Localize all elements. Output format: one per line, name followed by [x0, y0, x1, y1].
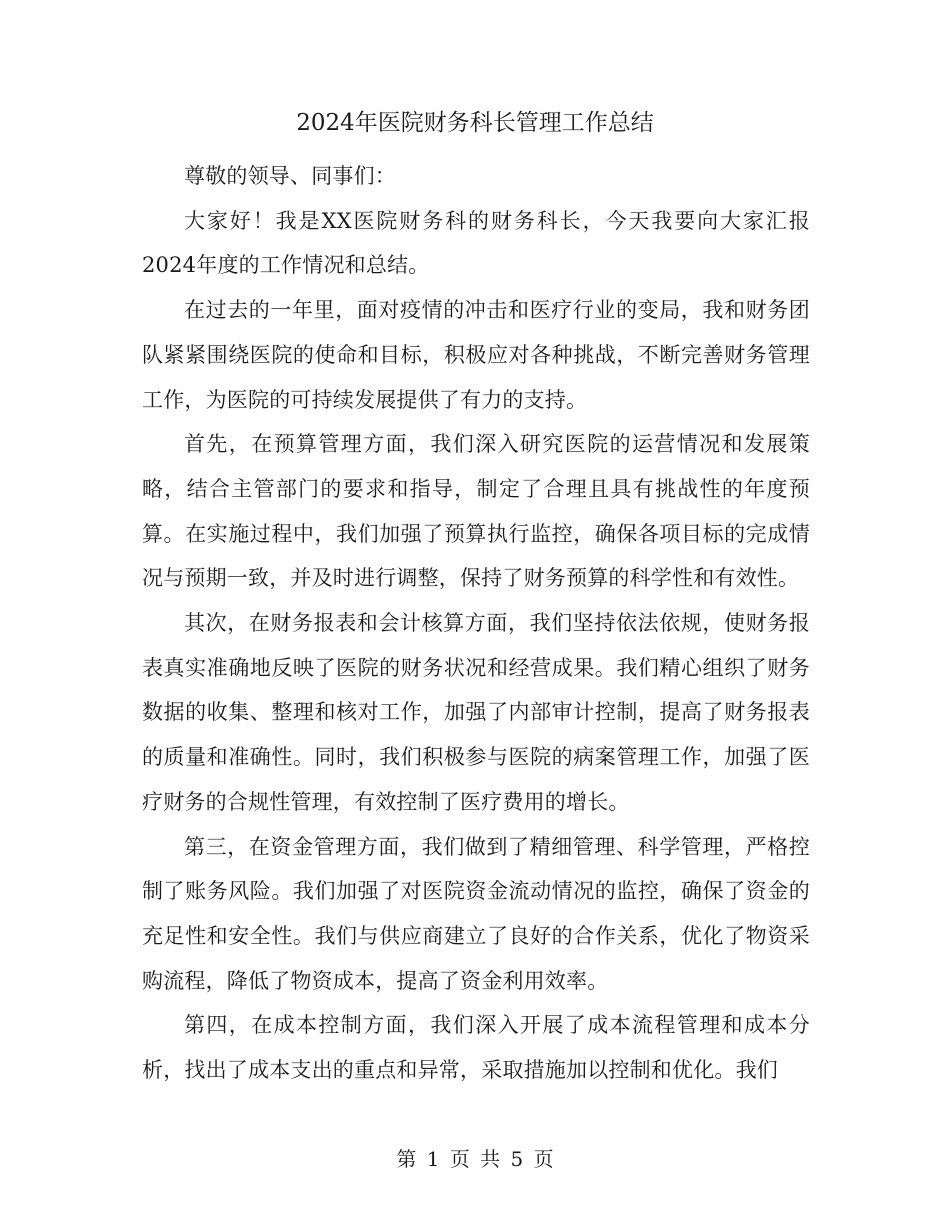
- document-title: 2024年医院财务科长管理工作总结: [296, 110, 654, 136]
- page-number-footer: 第 1 页 共 5 页: [396, 1147, 554, 1171]
- paragraph-salutation: 尊敬的领导、同事们：: [184, 164, 396, 188]
- paragraph-reports: 其次，在财务报表和会计核算方面，我们坚持依法依规，使财务报表真实准确地反映了医院的财务状况和经营成果。我们精心组织了财务数据的收集、整理和核对工作，加强了内部审计控制，提高了财务报表的质量和准确性。同时，我们积极参与医院的病案管理工作，加强了医疗财务的合规性管理，有效控制了医疗费用的增长。: [142, 611, 810, 814]
- paragraph-cost: 第四，在成本控制方面，我们深入开展了成本流程管理和成本分析，找出了成本支出的重点和异常，采取措施加以控制和优化。我们: [142, 1013, 810, 1083]
- document-body: [142, 154, 810, 1093]
- paragraph-funds: 第三，在资金管理方面，我们做到了精细管理、科学管理，严格控制了账务风险。我们加强了对医院资金流动情况的监控，确保了资金的充足性和安全性。我们与供应商建立了良好的合作关系，优化了物资采购流程，降低了物资成本，提高了资金利用效率。: [142, 834, 810, 993]
- paragraph-overview: 在过去的一年里，面对疫情的冲击和医疗行业的变局，我和财务团队紧紧围绕医院的使命和目标，积极应对各种挑战，不断完善财务管理工作，为医院的可持续发展提供了有力的支持。: [142, 298, 810, 412]
- paragraph-budget: 首先，在预算管理方面，我们深入研究医院的运营情况和发展策略，结合主管部门的要求和指导，制定了合理且具有挑战性的年度预算。在实施过程中，我们加强了预算执行监控，确保各项目标的完成情况与预期一致，并及时进行调整，保持了财务预算的科学性和有效性。: [142, 432, 810, 591]
- paragraph-greeting: 大家好！我是XX医院财务科的财务科长，今天我要向大家汇报2024年度的工作情况和总结。: [142, 208, 810, 278]
